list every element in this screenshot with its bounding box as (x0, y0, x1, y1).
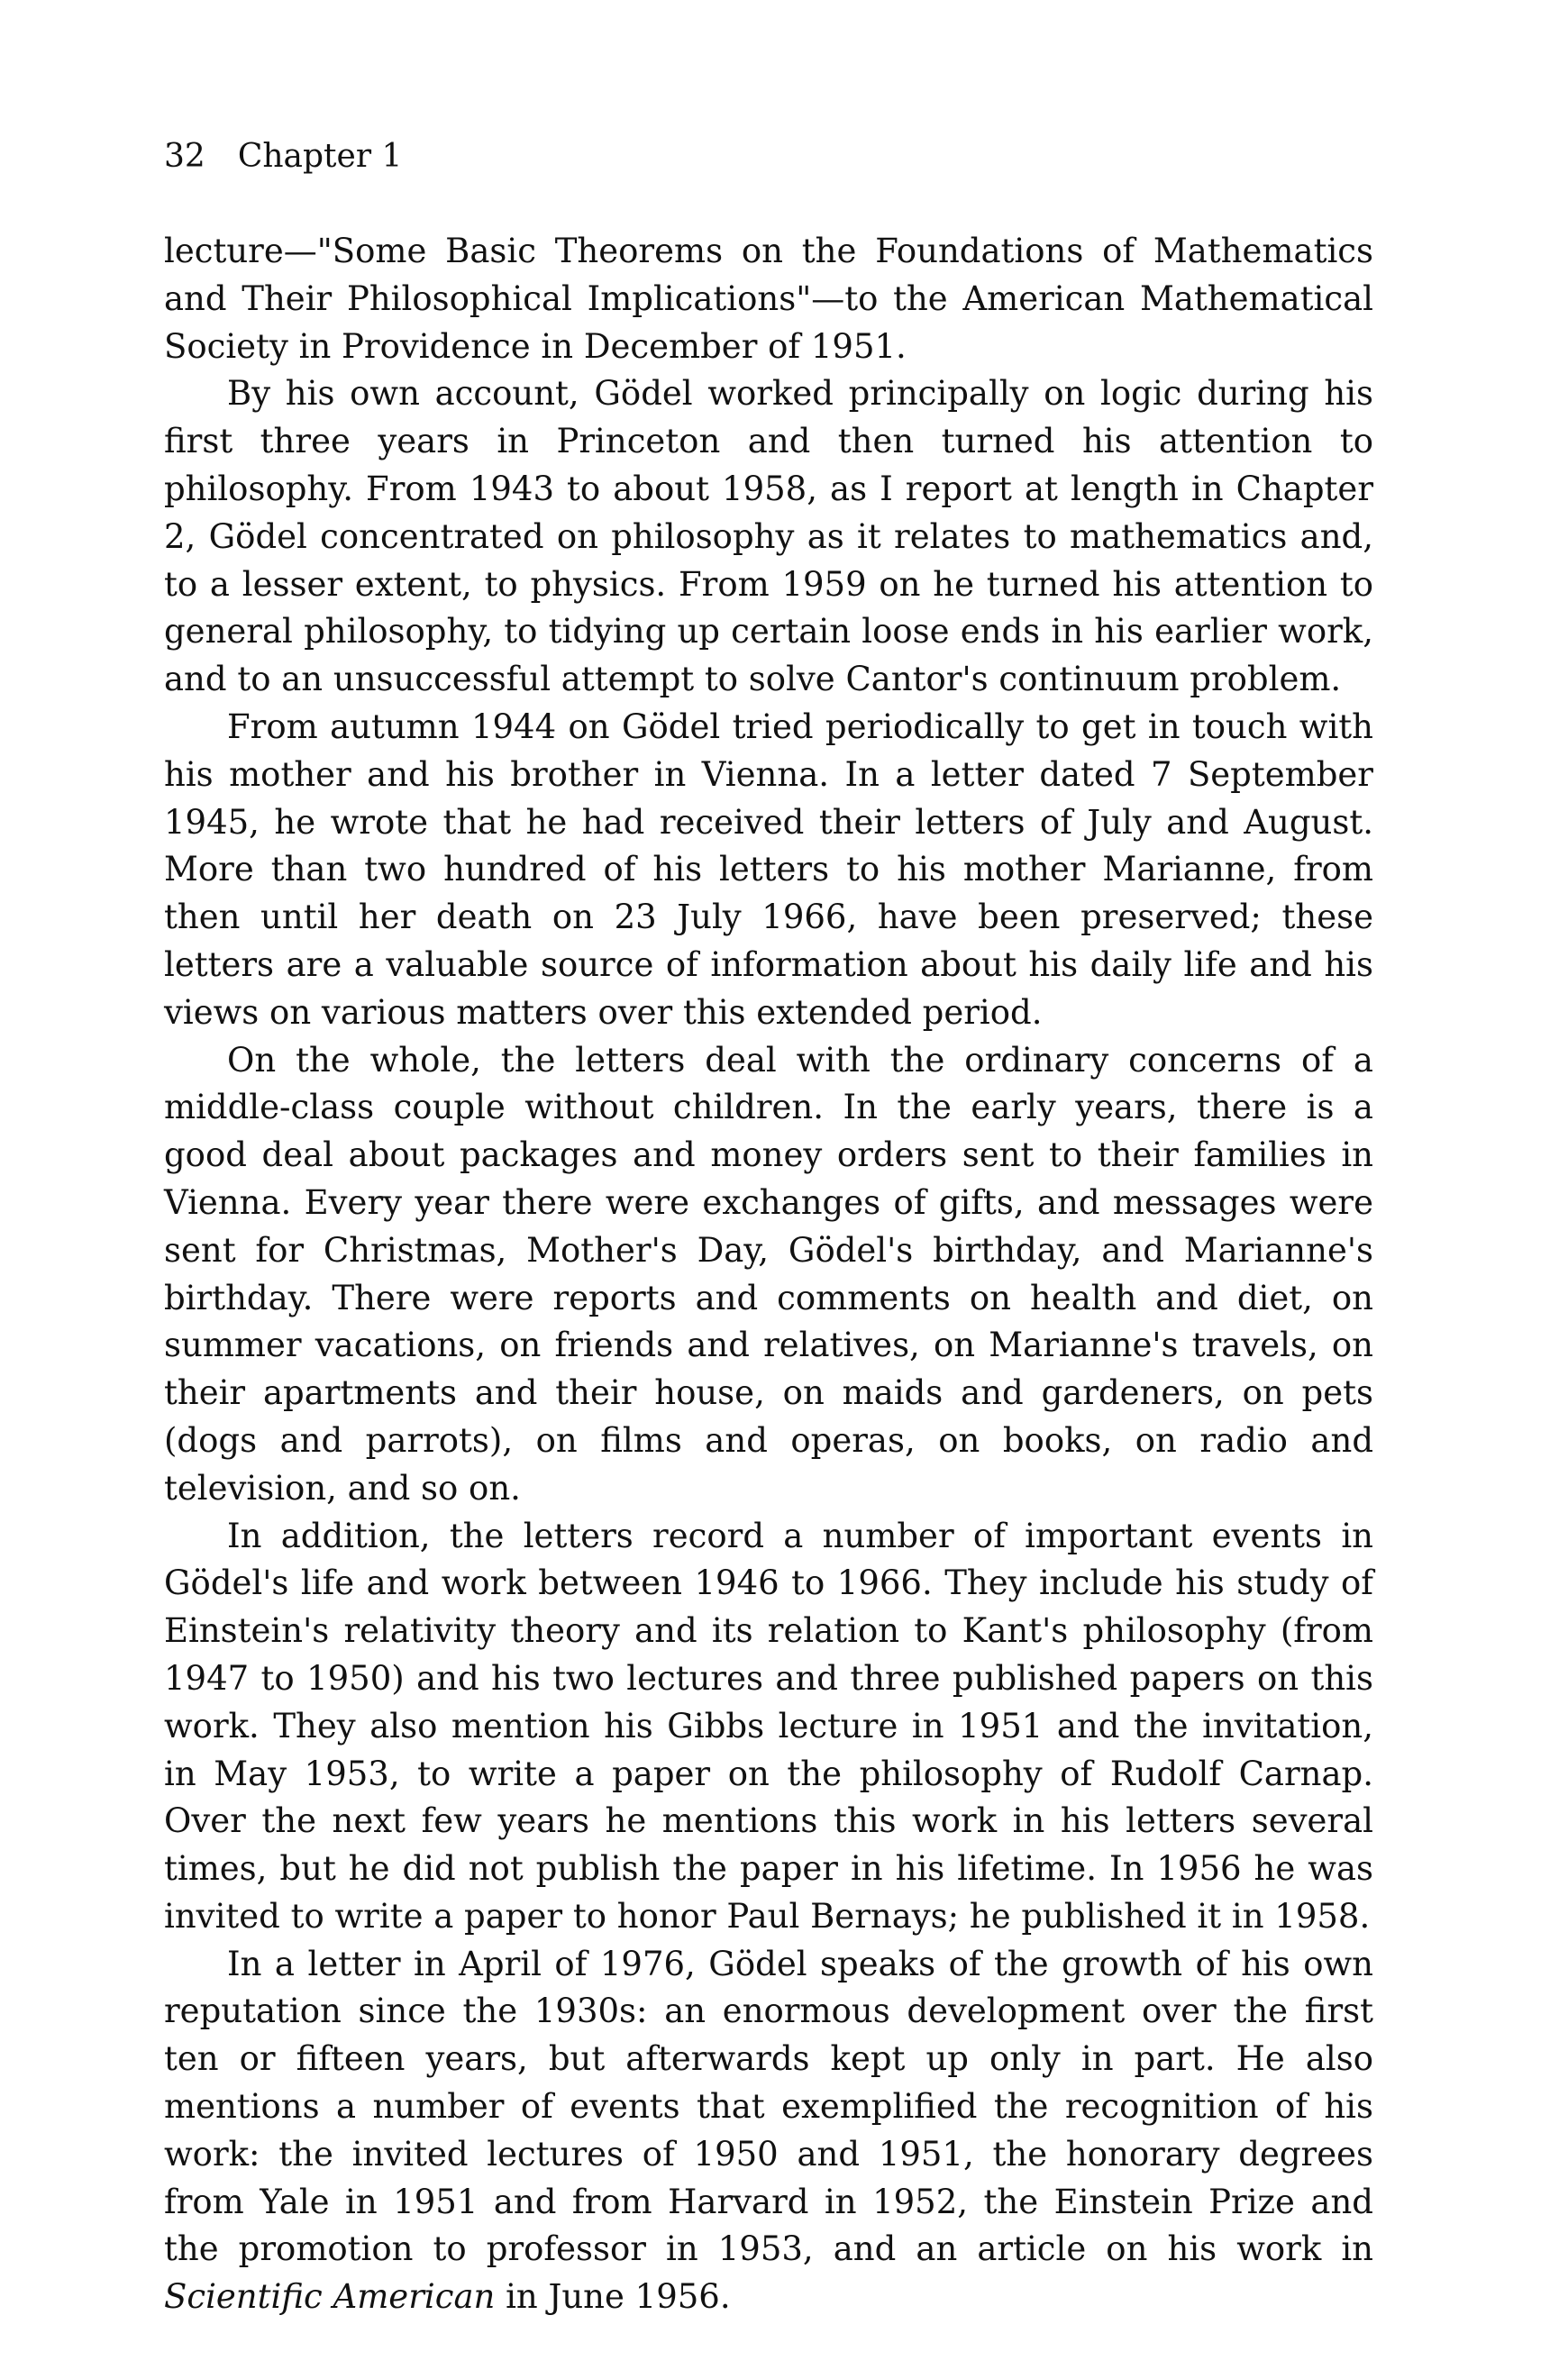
paragraph-2: By his own account, Gödel worked principally on logic during his first three years in Princeton and then turned his attention to philosophy. From 1943 to about 1958, as I report at length in Chapter 2, Gödel concentrated on philosophy as it relates to mathematics and, to a lesser extent, to physics. From 1959 on he turned his attention to general philosophy, to tidying up certain loose ends in his earlier work, and to an unsuccessful attempt to solve Cantor's continuum problem. (164, 374, 1373, 699)
chapter-title: Chapter 1 (237, 138, 403, 175)
paragraph-3: From autumn 1944 on Gödel tried periodically to get in touch with his mother and his brother in Vienna. In a letter dated 7 September 1945, he wrote that he had received their letters of July and August. More than two hundred of his letters to his mother Marianne, from then until her death on 23 July 1966, have been preserved; these letters are a valuable source of information about his daily life and his views on various matters over this extended period. (164, 706, 1373, 1032)
paragraph-6-text-before: In a letter in April of 1976, Gödel speaks of the growth of his own reputation since the 1930s: an enormous development over the first ten or fifteen years, but afterwards kept up only in part. He also mentions a number of events that exemplified the recognition of his work: the invited lectures of 1950 and 1951, the honorary degrees from Yale in 1951 and from Harvard in 1952, the Einstein Prize and the promotion to professor in 1953, and an article on his work in (164, 1944, 1373, 2269)
paragraph-5: In addition, the letters record a number of important events in Gödel's life and work between 1946 to 1966. They include his study of Einstein's relativity theory and its relation to Kant's philosophy (from 1947 to 1950) and his two lectures and three published papers on this work. They also mention his Gibbs lecture in 1951 and the invitation, in May 1953, to write a paper on the philosophy of Rudolf Carnap. Over the next few years he mentions this work in his letters several times, but he did not publish the paper in his lifetime. In 1956 he was invited to write a paper to honor Paul Bernays; he published it in 1958. (164, 1516, 1373, 1936)
body-text (164, 228, 1373, 2321)
paragraph-4: On the whole, the letters deal with the ordinary concerns of a middle-class couple without children. In the early years, there is a good deal about packages and money orders sent to their families in Vienna. Every year there were exchanges of gifts, and messages were sent for Christmas, Mother's Day, Gödel's birthday, and Marianne's birthday. There were reports and comments on health and diet, on summer vacations, on friends and relatives, on Marianne's travels, on their apartments and their house, on maids and gardeners, on pets (dogs and parrots), on films and operas, on books, on radio and television, and so on. (164, 1040, 1373, 1508)
paragraph-6-text-after: in June 1956. (495, 2277, 731, 2317)
running-head (164, 137, 402, 177)
journal-title: Scientific American (164, 2277, 496, 2317)
paragraph-6 (164, 1941, 1373, 2321)
paragraph-1: lecture—"Some Basic Theorems on the Foundations of Mathematics and Their Philosophical Implications"—to the American Mathematical Society in Providence in December of 1951. (164, 232, 1373, 366)
page-number: 32 (164, 138, 205, 175)
